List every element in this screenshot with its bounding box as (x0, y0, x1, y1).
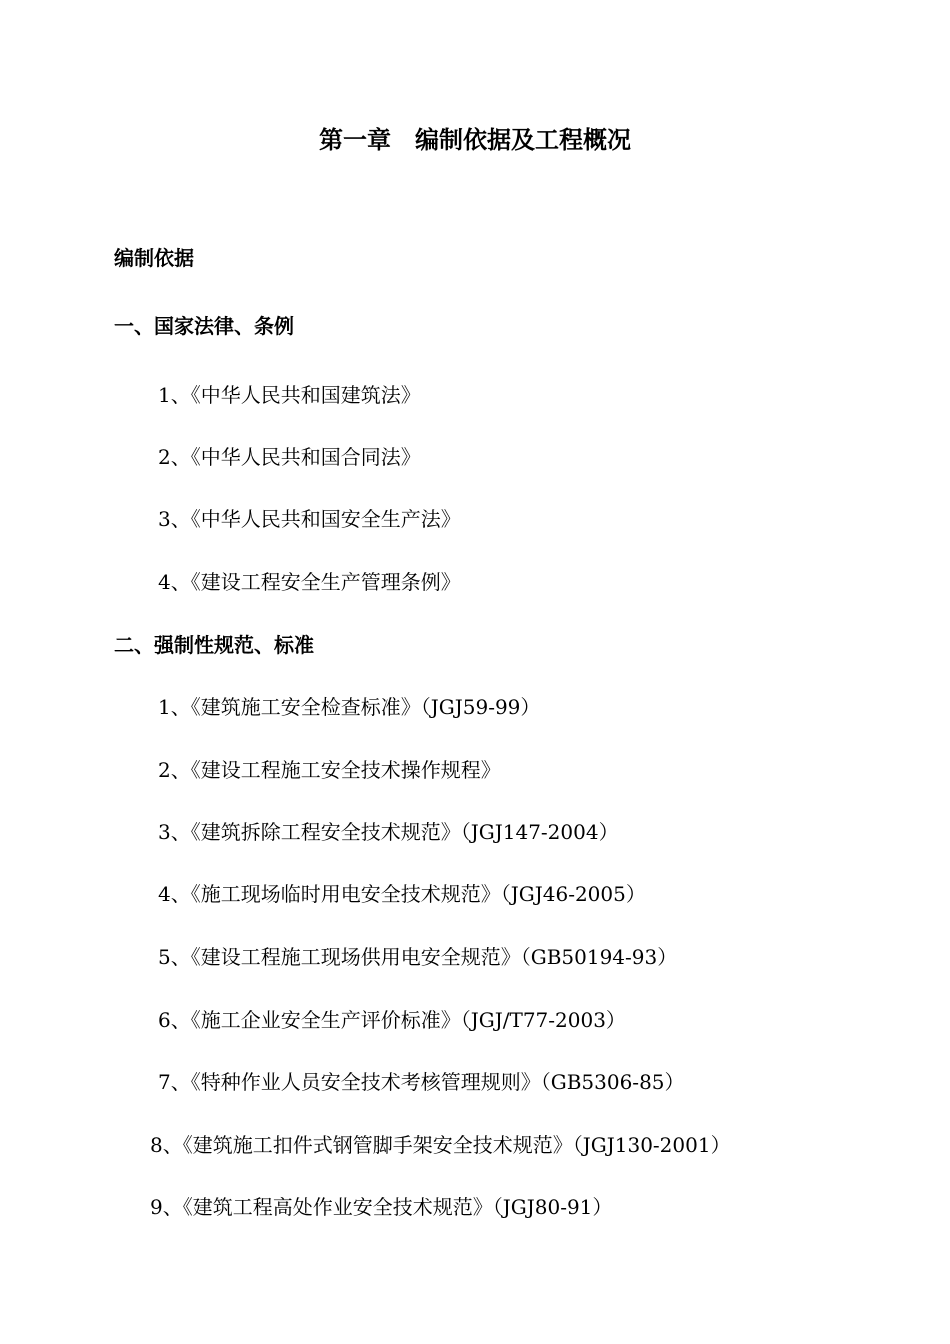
list-item-text: 《中华人民共和国安全生产法》 (190, 507, 461, 531)
list-item (158, 692, 540, 722)
list-item (158, 504, 461, 534)
list-item-number: 3、 (158, 820, 191, 844)
list-item-text: 《建设工程安全生产管理条例》 (190, 570, 461, 594)
list-item (158, 1005, 626, 1035)
list-item-number: 9、 (150, 1195, 183, 1219)
list-item-text: 《特种作业人员安全技术考核管理规则》（GB5306-85） (190, 1070, 685, 1094)
list-item (158, 442, 421, 472)
list-item (150, 1192, 612, 1222)
list-item-text: 《施工企业安全生产评价标准》（JGJ/T77-2003） (190, 1008, 626, 1032)
list-item-number: 5、 (158, 945, 191, 969)
list-item-number: 1、 (158, 383, 191, 407)
list-item-number: 1、 (158, 695, 191, 719)
list-item-text: 《中华人民共和国建筑法》 (190, 383, 421, 407)
list-item (158, 817, 619, 847)
list-item-number: 8、 (150, 1133, 183, 1157)
list-item-text: 《建筑工程高处作业安全技术规范》（JGJ80-91） (182, 1195, 613, 1219)
list-item-number: 7、 (158, 1070, 191, 1094)
list-item-text: 《中华人民共和国合同法》 (190, 445, 421, 469)
list-item-text: 《建设工程施工安全技术操作规程》 (190, 758, 501, 782)
list-item-text: 《建筑拆除工程安全技术规范》（JGJ147-2004） (190, 820, 619, 844)
list-item-number: 4、 (158, 570, 191, 594)
list-item (158, 942, 677, 972)
list-item (158, 567, 461, 597)
list-item-number: 2、 (158, 445, 191, 469)
list-item (158, 879, 646, 909)
list-item-text: 《施工现场临时用电安全技术规范》（JGJ46-2005） (190, 882, 646, 906)
list-item (158, 380, 421, 410)
group-heading-standards: 二、强制性规范、标准 (114, 633, 314, 657)
list-item (150, 1130, 731, 1160)
section-heading: 编制依据 (114, 246, 194, 270)
chapter-title: 第一章 编制依据及工程概况 (319, 126, 631, 154)
list-item (158, 1067, 685, 1097)
list-item-text: 《建筑施工扣件式钢管脚手架安全技术规范》（JGJ130-2001） (182, 1133, 731, 1157)
list-item-number: 6、 (158, 1008, 191, 1032)
list-item-text: 《建设工程施工现场供用电安全规范》（GB50194-93） (190, 945, 678, 969)
list-item (158, 755, 501, 785)
list-item-number: 2、 (158, 758, 191, 782)
list-item-number: 4、 (158, 882, 191, 906)
list-item-number: 3、 (158, 507, 191, 531)
group-heading-laws: 一、国家法律、条例 (114, 314, 294, 338)
list-item-text: 《建筑施工安全检查标准》（JGJ59-99） (190, 695, 541, 719)
